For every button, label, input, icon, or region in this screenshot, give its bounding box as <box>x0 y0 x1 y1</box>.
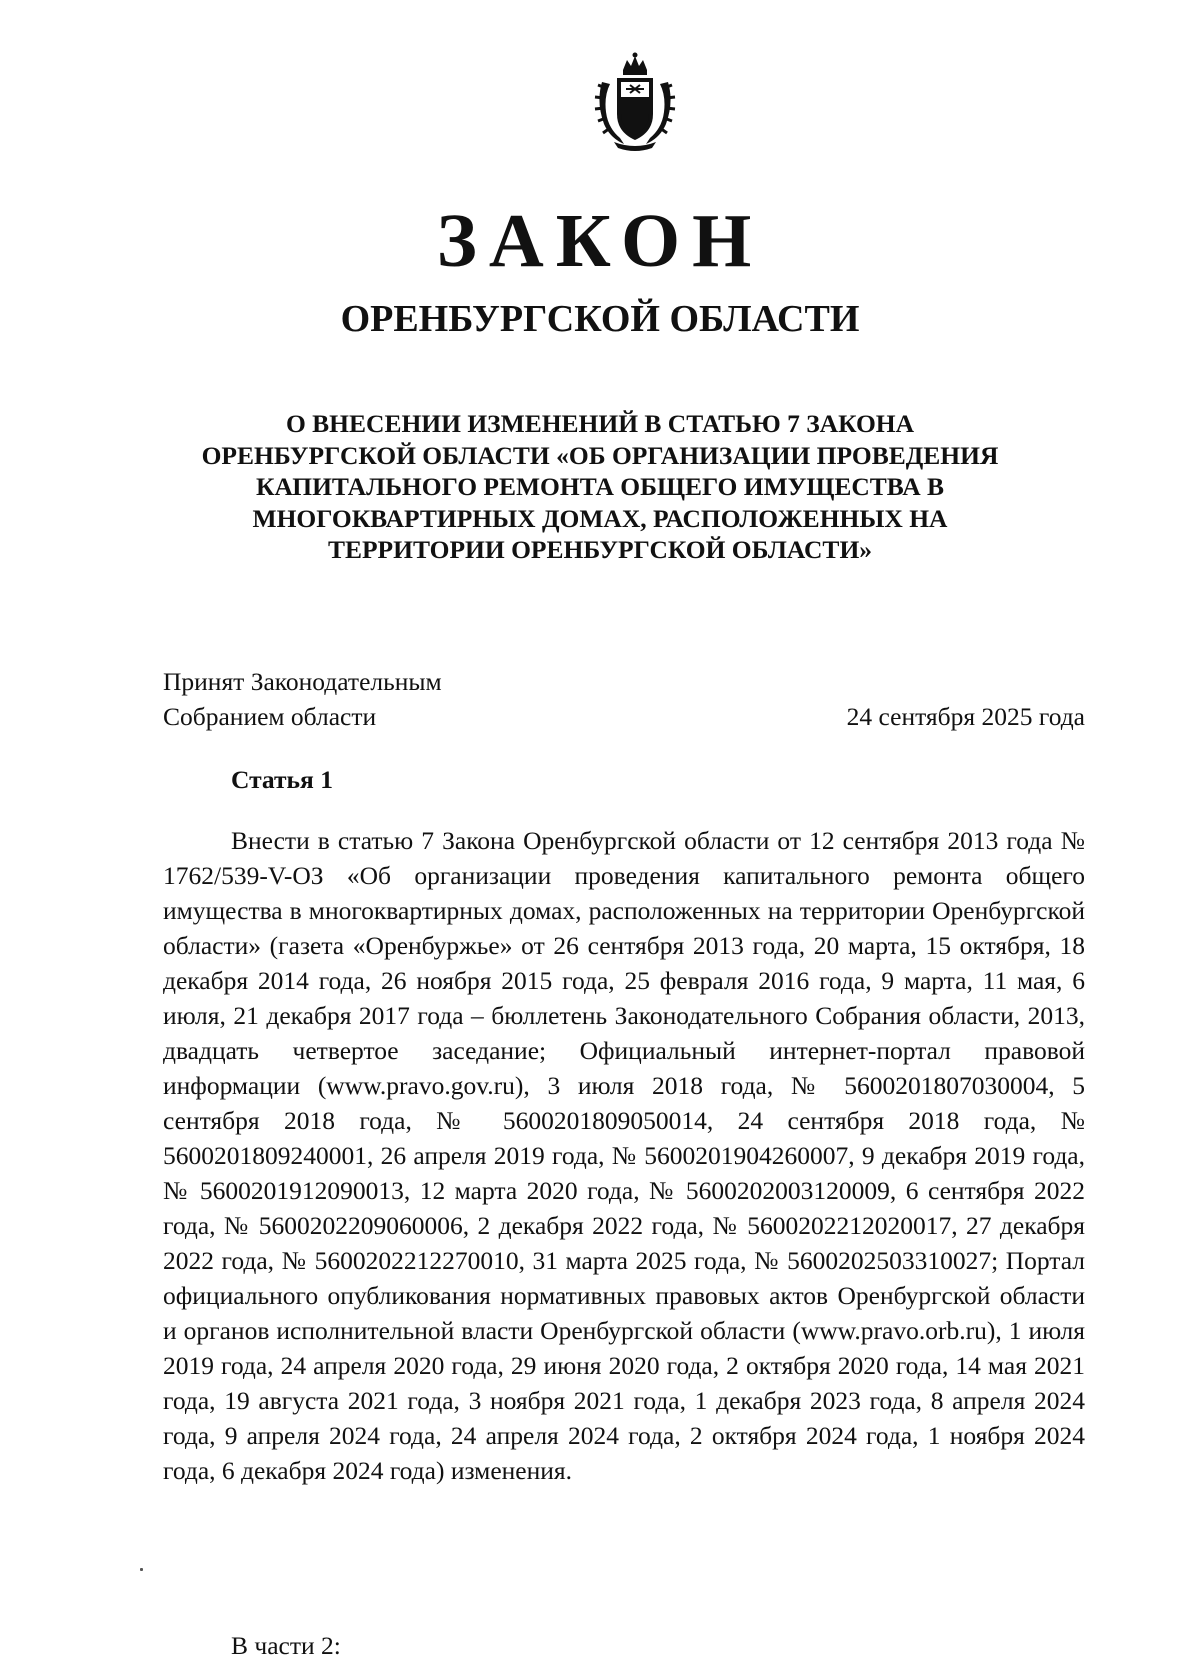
part-reference-line: В части 2: <box>231 1631 341 1660</box>
adoption-statement <box>163 664 442 734</box>
law-subject-heading <box>160 408 1040 566</box>
scan-speck <box>140 1568 143 1571</box>
article-heading: Статья 1 <box>231 765 333 794</box>
adoption-date: 24 сентября 2025 года <box>846 702 1085 731</box>
coat-of-arms-emblem-icon <box>590 52 680 152</box>
subject-line: О ВНЕСЕНИИ ИЗМЕНЕНИЙ В СТАТЬЮ 7 ЗАКОНА <box>285 409 915 438</box>
subject-line: ТЕРРИТОРИИ ОРЕНБУРГСКОЙ ОБЛАСТИ» <box>327 535 873 564</box>
subject-line: КАПИТАЛЬНОГО РЕМОНТА ОБЩЕГО ИМУЩЕСТВА В <box>255 472 945 501</box>
subject-line: ОРЕНБУРГСКОЙ ОБЛАСТИ «ОБ ОРГАНИЗАЦИИ ПРОВЕДЕНИЯ <box>201 440 999 470</box>
adoption-line: Принят Законодательным <box>163 667 442 696</box>
adoption-line: Собранием области <box>163 702 377 731</box>
subject-line: МНОГОКВАРТИРНЫХ ДОМАХ, РАСПОЛОЖЕННЫХ НА <box>252 503 948 533</box>
article-body-paragraph: Внести в статью 7 Закона Оренбургской области от 12 сентября 2013 года № 1762/539-V-ОЗ «Об организации проведения капитального ремонта общего имущества в многоквартирных домах, расположенных на территории Оренбургской области» (газета «Оренбуржье» от 26 сентября 2013 года, 20 марта, 15 октября, 18 декабря 2014 года, 26 ноября 2015 года, 25 февраля 2016 года, 9 марта, 11 мая, 6 июля, 21 декабря 2017 года – бюллетень Законодательного Собрания области, 2013, двадцать четвертое заседание; Официальный интернет-портал правовой информации (www.pravo.gov.ru), 3 июля 2018 года, № 5600201807030004, 5 сентября 2018 года, № 5600201809050014, 24 сентября 2018 года, № 5600201809240001, 26 апреля 2019 года, № 5600201904260007, 9 декабря 2019 года, № 5600201912090013, 12 марта 2020 года, № 5600202003120009, 6 сентября 2022 года, № 5600202209060006, 2 декабря 2022 года, № 5600202212020017, 27 декабря 2022 года, № 5600202212270010, 31 марта 2025 года, № 5600202503310027; Портал официального опубликования нормативных правовых актов Оренбургской области и органов исполнительной власти Оренбургской области (www.pravo.orb.ru), 1 июля 2019 года, 24 апреля 2020 года, 29 июня 2020 года, 2 октября 2020 года, 14 мая 2021 года, 19 августа 2021 года, 3 ноября 2021 года, 1 декабря 2023 года, 8 апреля 2024 года, 9 апреля 2024 года, 24 апреля 2024 года, 2 октября 2024 года, 1 ноября 2024 года, 6 декабря 2024 года) изменения. <box>163 826 1085 1485</box>
law-title: ЗАКОН <box>436 199 764 283</box>
region-title: ОРЕНБУРГСКОЙ ОБЛАСТИ <box>340 298 860 340</box>
